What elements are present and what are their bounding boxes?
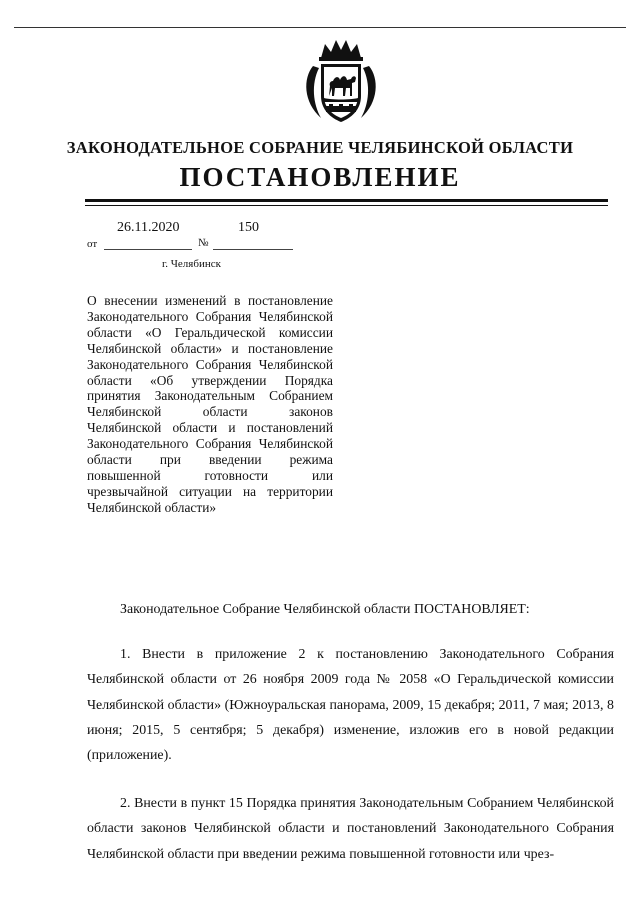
document-place: г. Челябинск — [162, 258, 221, 270]
resolution-text: Законодательное Собрание Челябинской области ПОСТАНОВЛЯЕТ: — [120, 602, 530, 617]
document-date: 26.11.2020 — [117, 220, 180, 235]
paragraph-1 — [87, 642, 614, 768]
document-type-title: ПОСТАНОВЛЕНИЕ — [179, 162, 461, 192]
header-divider-thick — [85, 199, 608, 202]
resolution-line — [87, 597, 614, 622]
header-divider-thin — [85, 205, 608, 206]
date-underline — [104, 249, 192, 250]
document-subject: О внесении изменений в постановление Законодательного Собрания Челябинской области «О Геральдической комиссии Челябинской области» и постановление Законодательного Собрания Челябинской области «Об утверждении Порядка принятия Законодательным Собранием Челябинской области законов Челябинской области и постановлений Законодательного Собрания Челябинской области при введении режима повышенной готовности или чрезвычайной ситуации на территории Челябинской области» — [87, 293, 333, 515]
date-prefix: от — [87, 238, 98, 250]
coat-of-arms-icon — [299, 38, 383, 126]
paragraph-1-text: 1. Внести в приложение 2 к постановлению Законодательного Собрания Челябинской области от 26 ноября 2009 года № 2058 «О Геральдической комиссии Челябинской области» (Южноуральская панорама, 2009, 15 декабря; 2011, 7 мая; 2013, 8 июня; 2015, 5 сентября; 5 декабря) изменение, изложив его в новой редакции (приложение). — [87, 647, 614, 764]
organization-title: ЗАКОНОДАТЕЛЬНОЕ СОБРАНИЕ ЧЕЛЯБИНСКОЙ ОБЛАСТИ — [66, 138, 574, 157]
paragraph-2-text: 2. Внести в пункт 15 Порядка принятия Законодательным Собранием Челябинской области законов Челябинской области и постановлений Законодательного Собрания Челябинской области при введении режима повышенной готовности или чрез- — [87, 796, 614, 862]
number-underline — [213, 249, 293, 250]
paragraph-2 — [87, 791, 614, 867]
number-prefix: № — [198, 237, 209, 249]
document-number: 150 — [238, 220, 259, 235]
top-border-line — [14, 27, 626, 28]
